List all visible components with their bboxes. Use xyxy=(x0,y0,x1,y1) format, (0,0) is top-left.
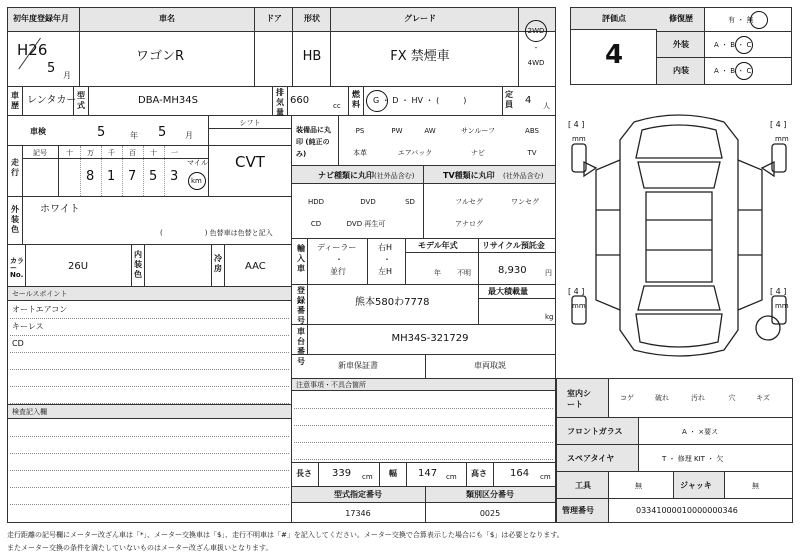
interior-damage-item: キズ xyxy=(756,394,770,402)
hood xyxy=(636,125,722,158)
tailgate xyxy=(636,314,722,347)
mileage-digit: 7 xyxy=(128,169,137,184)
shift-value: CVT xyxy=(235,153,265,171)
inspection-month: 5 xyxy=(158,125,167,140)
recycle-value: 8,930 xyxy=(498,265,527,276)
length-value: 339 xyxy=(332,468,352,479)
mileage-digit: 1 xyxy=(107,169,116,184)
interior-damage-item: コゲ xyxy=(620,394,634,402)
tire-label-fr: [ 4 ] xyxy=(770,120,787,129)
registration-value: 熊本580わ7778 xyxy=(355,297,430,308)
tv-item: フルセグ xyxy=(455,198,483,206)
capacity-value: 4 xyxy=(525,95,532,106)
mileage-digit: 8 xyxy=(86,169,95,184)
tire-label-rr: [ 4 ] xyxy=(770,287,787,296)
equipment-item: AW xyxy=(424,127,436,135)
inspection-year: 5 xyxy=(97,125,106,140)
tv-item: ワンセグ xyxy=(511,198,539,206)
fuel-options: G ・ D ・ HV ・ ( ) xyxy=(373,96,467,105)
color-no-value: 26U xyxy=(68,261,89,272)
footer-line-1: 走行距離の記号欄にメーター改ざん車は「*」、メーター交換車は「$」、走行不明車は「#」を記入してください。メーター交換で合算表示した場合にも「$」は必要となります。 xyxy=(7,531,564,539)
navi-item: DVD xyxy=(360,198,376,206)
mileage-digit: 5 xyxy=(149,169,158,184)
tire-label-fl: [ 4 ] xyxy=(568,120,585,129)
chassis-value: MH34S-321729 xyxy=(391,333,469,344)
model-value: DBA-MH34S xyxy=(137,95,199,106)
first-reg-label: 初年度登録年月 xyxy=(13,14,69,23)
first-reg-year: H26 xyxy=(17,41,48,59)
sales-point-item: キーレス xyxy=(12,322,44,331)
navi-item: DVD 再生可 xyxy=(346,220,386,228)
spare-tire-circle xyxy=(756,316,780,340)
car-damage-diagram xyxy=(562,100,796,370)
usage-value: レンタカー xyxy=(27,95,77,106)
equipment-item: PS xyxy=(355,127,365,135)
wheel-rear-right xyxy=(772,296,786,324)
first-reg-month: 5 xyxy=(47,61,56,76)
car-name-label: 車名 xyxy=(159,14,175,23)
displacement-value: 660 xyxy=(290,95,310,106)
car-name: ワゴンR xyxy=(135,49,185,64)
mileage-digit-header: 十 xyxy=(66,149,73,157)
sales-point-item: CD xyxy=(12,339,24,348)
equipment-item: TV xyxy=(527,149,537,157)
mileage-digit-header: 十 xyxy=(150,149,157,157)
rear-window xyxy=(638,286,720,310)
mileage-digit-header: 一 xyxy=(171,149,178,157)
mileage-digit-header: 百 xyxy=(129,149,136,157)
navi-item: CD xyxy=(310,220,322,228)
class-number-value: 0025 xyxy=(479,509,501,518)
ac-value: AAC xyxy=(245,261,266,272)
navi-item: HDD xyxy=(307,198,325,206)
interior-damage-item: 汚れ xyxy=(691,394,705,402)
left-side-panel xyxy=(596,160,620,310)
interior-damage-item: 穴 xyxy=(728,394,736,402)
wheel-rear-left xyxy=(572,296,586,324)
color-value: ホワイト xyxy=(40,204,80,215)
navi-item: SD xyxy=(405,198,415,206)
tire-label-rl: [ 4 ] xyxy=(568,287,585,296)
right-side-panel xyxy=(738,160,762,310)
width-value: 147 xyxy=(418,468,438,479)
score-value: 4 xyxy=(604,40,624,70)
equipment-item: エアバック xyxy=(397,149,433,157)
sales-point-item: オートエアコン xyxy=(12,305,68,314)
equipment-item: 本革 xyxy=(353,149,367,157)
equipment-item: PW xyxy=(391,127,403,135)
shape-value: HB xyxy=(302,49,322,64)
mileage-digit: 3 xyxy=(170,169,179,184)
interior-damage-item: 破れ xyxy=(655,394,669,402)
height-value: 164 xyxy=(510,468,530,479)
tv-item: アナログ xyxy=(455,220,483,228)
mgmt-number: 03341000010000000346 xyxy=(636,506,738,515)
roof xyxy=(646,192,712,282)
type-number-value: 17346 xyxy=(345,509,371,518)
equipment-item: ABS xyxy=(525,127,539,135)
equipment-item: サンルーフ xyxy=(460,127,496,135)
mileage-digit-header: 千 xyxy=(108,149,115,157)
grade-value: FX 禁煙車 xyxy=(390,49,450,64)
windshield xyxy=(638,162,720,188)
footer-line-2: またメーター交換の条件を満たしていないものはメーター改ざん車扱いとなります。 xyxy=(7,544,273,552)
mileage-digit-header: 万 xyxy=(87,149,94,157)
equipment-item: ナビ xyxy=(471,149,485,157)
